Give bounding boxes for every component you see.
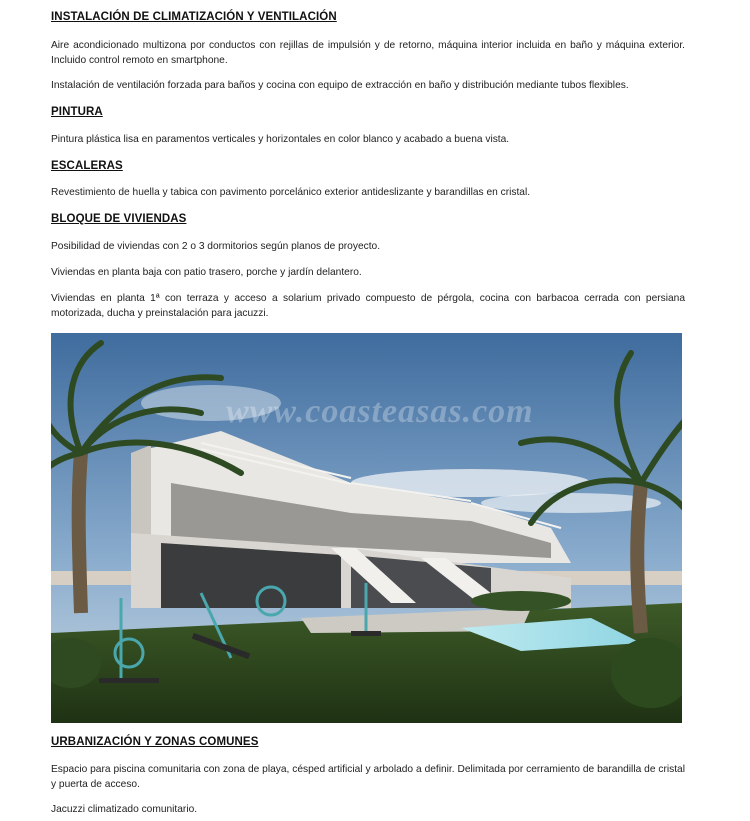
watermark-text: www.coasteasas.com bbox=[226, 393, 534, 430]
paragraph-viviendas-3: Viviendas en planta 1ª con terraza y acceso a solarium privado compuesto de pérgola, cocina con barbacoa cerrada con persiana motorizada, ducha y preinstalación para jacuzzi. bbox=[51, 293, 685, 319]
paragraph-urbanizacion-2: Jacuzzi climatizado comunitario. bbox=[51, 804, 198, 815]
heading-urbanizacion: URBANIZACIÓN Y ZONAS COMUNES bbox=[51, 736, 259, 748]
heading-bloque-viviendas: BLOQUE DE VIVIENDAS bbox=[51, 213, 187, 225]
paragraph-escaleras: Revestimiento de huella y tabica con pavimento porcelánico exterior antideslizante y barandillas en cristal. bbox=[51, 187, 531, 198]
paragraph-climatizacion-1: Aire acondicionado multizona por conductos con rejillas de impulsión y de retorno, máquina interior incluida en baño y máquina exterior. Incluido control remoto en smartphone. bbox=[51, 40, 685, 66]
paragraph-viviendas-1: Posibilidad de viviendas con 2 o 3 dormitorios según planos de proyecto. bbox=[51, 241, 381, 252]
paragraph-viviendas-2: Viviendas en planta baja con patio trasero, porche y jardín delantero. bbox=[51, 267, 362, 278]
heading-climatizacion: INSTALACIÓN DE CLIMATIZACIÓN Y VENTILACIÓN bbox=[51, 11, 337, 23]
heading-pintura: PINTURA bbox=[51, 106, 103, 118]
housing-render-image bbox=[51, 333, 682, 723]
paragraph-urbanizacion-1: Espacio para piscina comunitaria con zona de playa, césped artificial y arbolado a definir. Delimitada por cerramiento de barandilla de cristal y puerta de acceso. bbox=[51, 764, 685, 790]
paragraph-pintura: Pintura plástica lisa en paramentos verticales y horizontales en color blanco y acabado a buena vista. bbox=[51, 134, 510, 145]
heading-escaleras: ESCALERAS bbox=[51, 160, 123, 172]
paragraph-climatizacion-2: Instalación de ventilación forzada para baños y cocina con equipo de extracción en baño y distribución mediante tubos flexibles. bbox=[51, 80, 629, 91]
